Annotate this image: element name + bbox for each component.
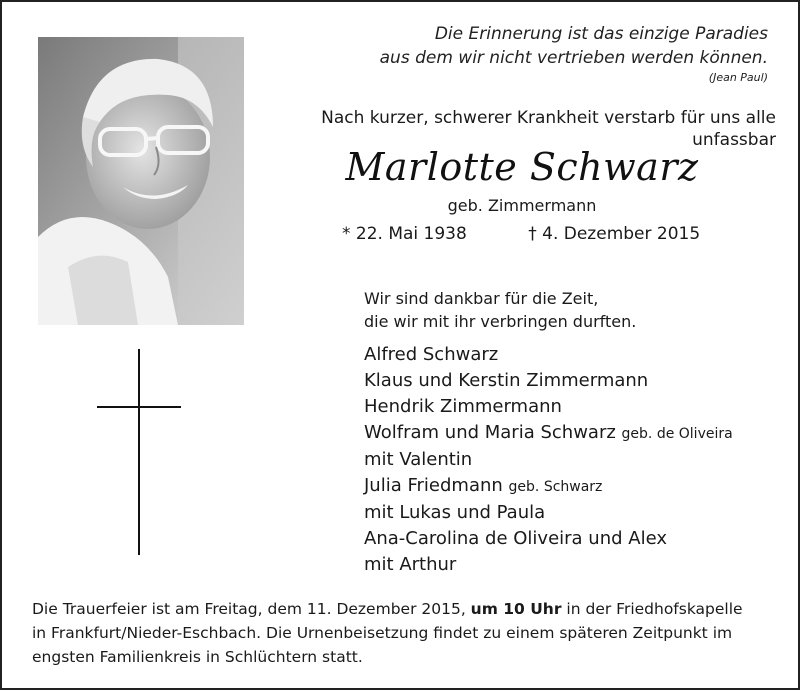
- mourner-note: geb. de Oliveira: [621, 426, 733, 442]
- quote-author: (Jean Paul): [708, 71, 768, 84]
- mourner-row: [364, 368, 784, 394]
- mourner-name: Hendrik Zimmermann: [364, 396, 562, 417]
- mourner-note: geb. Schwarz: [508, 479, 603, 495]
- mourner-row: [364, 394, 784, 420]
- quote-line-2: aus dem wir nicht vertrieben werden können.: [379, 48, 768, 68]
- portrait-photo: [38, 37, 244, 325]
- ceremony-line-3: engsten Familienkreis in Schlüchtern statt.: [32, 648, 363, 666]
- gratitude-text: [364, 287, 764, 333]
- birth-date: * 22. Mai 1938: [342, 224, 467, 244]
- intro-text: Nach kurzer, schwerer Krankheit verstarb für uns alle unfassbar: [321, 108, 776, 150]
- gratitude-line-1: Wir sind dankbar für die Zeit,: [364, 289, 599, 308]
- mourners-list: [364, 342, 784, 578]
- mourner-row: [364, 447, 784, 473]
- mourner-name: mit Arthur: [364, 554, 457, 575]
- ceremony-text-b: in der Friedhofskapelle: [561, 600, 743, 618]
- mourner-row: [364, 500, 784, 526]
- mourner-name: Ana-Carolina de Oliveira und Alex: [364, 528, 667, 549]
- mourner-row: [364, 552, 784, 578]
- ceremony-line-1: [32, 597, 777, 621]
- ceremony-line-2: in Frankfurt/Nieder-Eschbach. Die Urnenbeisetzung findet zu einem späteren Zeitpunkt im: [32, 624, 733, 642]
- mourner-row: [364, 526, 784, 552]
- cross-icon: [97, 349, 181, 555]
- mourner-name: Alfred Schwarz: [364, 344, 499, 365]
- mourner-name: mit Valentin: [364, 449, 473, 470]
- mourner-name: Klaus und Kerstin Zimmermann: [364, 370, 649, 391]
- portrait-illustration: [38, 37, 244, 325]
- mourner-row: [364, 342, 784, 368]
- gratitude-line-2: die wir mit ihr verbringen durften.: [364, 312, 637, 331]
- maiden-name: geb. Zimmermann: [447, 196, 597, 215]
- mourner-row: [364, 420, 784, 447]
- quote-line-1: Die Erinnerung ist das einzige Paradies: [434, 24, 768, 44]
- mourner-name: Wolfram und Maria Schwarz: [364, 422, 616, 443]
- ceremony-notice: [32, 597, 777, 669]
- mourner-name: mit Lukas und Paula: [364, 502, 546, 523]
- life-dates: [342, 222, 722, 246]
- ceremony-time: um 10 Uhr: [470, 600, 562, 618]
- mourner-name: Julia Friedmann: [364, 475, 503, 496]
- mourner-row: [364, 473, 784, 500]
- ceremony-text-a: Die Trauerfeier ist am Freitag, dem 11. Dezember 2015,: [32, 600, 471, 618]
- memorial-quote: [348, 22, 768, 85]
- death-date: † 4. Dezember 2015: [528, 224, 701, 244]
- deceased-name: Marlotte Schwarz: [345, 145, 699, 189]
